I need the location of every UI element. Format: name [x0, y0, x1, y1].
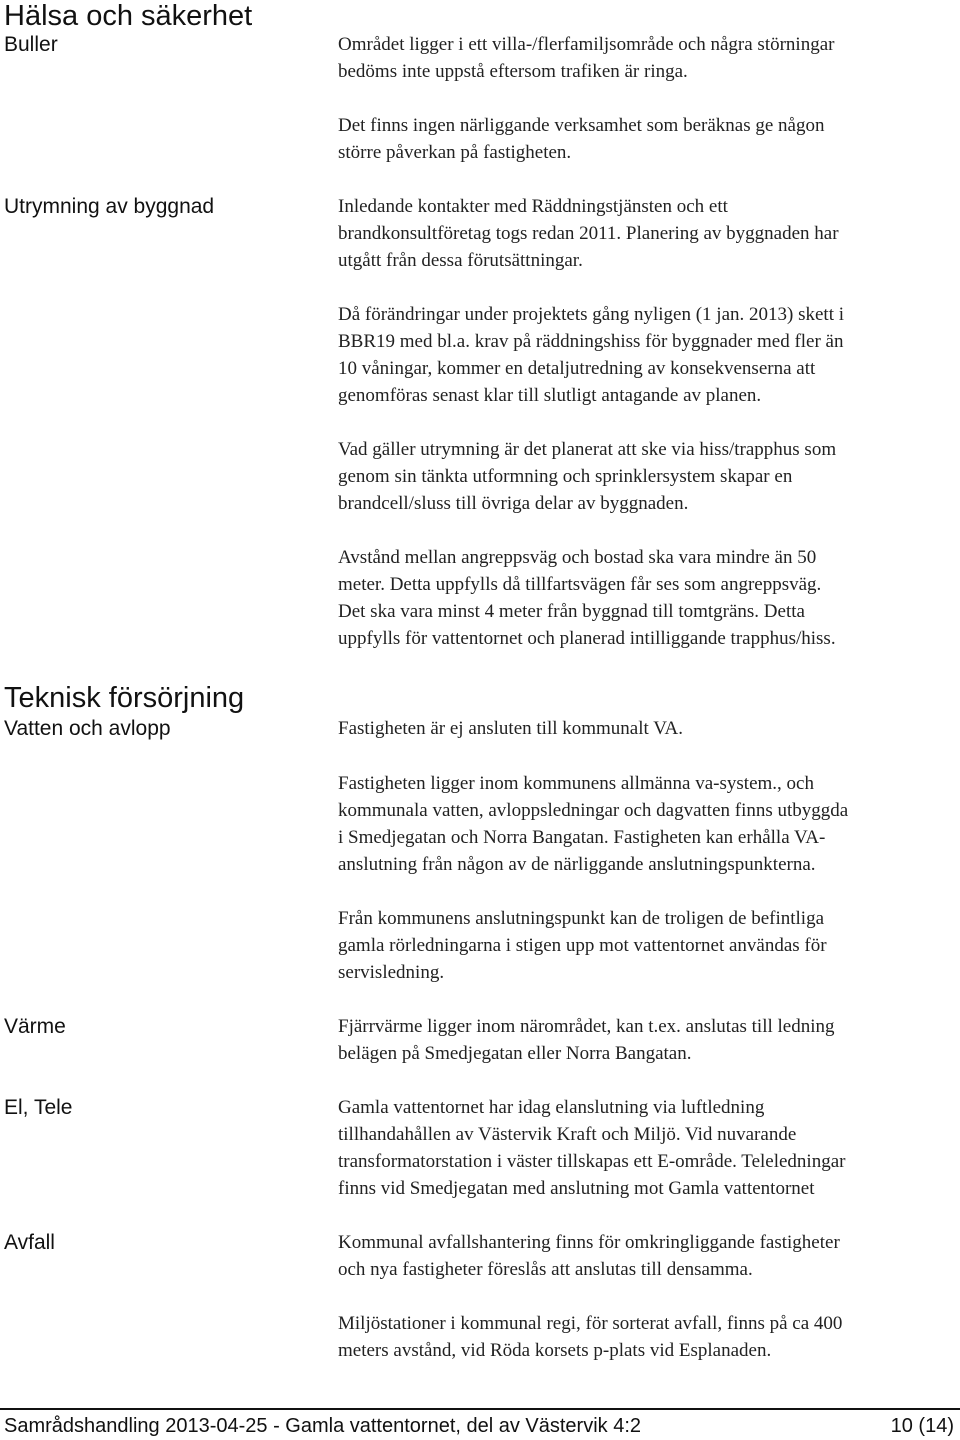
paragraph-avfallshantering — [338, 1229, 958, 1283]
text-line: Kommunal avfallshantering finns för omkringliggande fastigheter — [338, 1232, 840, 1253]
paragraph-anslutningspunkt — [338, 905, 958, 986]
text-line: brandcell/sluss till övriga delar av byggnaden. — [338, 493, 689, 514]
section-title-teknisk: Teknisk försörjning — [4, 682, 245, 714]
paragraph-buller — [338, 31, 958, 85]
text-line: anslutning från någon av de närliggande anslutningspunkterna. — [338, 854, 816, 875]
label-avfall: Avfall — [4, 1231, 55, 1254]
text-line: meter. Detta uppfylls då tillfartsvägen får ses som angreppsväg. — [338, 574, 822, 595]
text-line: kommunala vatten, avloppsledningar och dagvatten finns utbyggda — [338, 800, 849, 821]
paragraph-miljostationer — [338, 1310, 958, 1364]
text-line: Miljöstationer i kommunal regi, för sorterat avfall, finns på ca 400 — [338, 1313, 843, 1334]
text-line: Det finns ingen närliggande verksamhet som beräknas ge någon — [338, 115, 825, 136]
text-line: Då förändringar under projektets gång nyligen (1 jan. 2013) skett i — [338, 304, 844, 325]
text-line: belägen på Smedjegatan eller Norra Bangatan. — [338, 1043, 692, 1064]
paragraph-verksamhet — [338, 112, 958, 166]
text-line: Vad gäller utrymning är det planerat att ske via hiss/trapphus som — [338, 439, 837, 460]
text-line: Fjärrvärme ligger inom närområdet, kan t.ex. anslutas till ledning — [338, 1016, 835, 1037]
text-line: Avstånd mellan angreppsväg och bostad ska vara mindre än 50 — [338, 547, 817, 568]
text-line: brandkonsultföretag togs redan 2011. Planering av byggnaden har — [338, 223, 839, 244]
paragraph-fjarrvarme — [338, 1013, 958, 1067]
paragraph-raddningstjanst — [338, 193, 958, 274]
text-line: i Smedjegatan och Norra Bangatan. Fastigheten kan erhålla VA- — [338, 827, 826, 848]
text-line: bedöms inte uppstå eftersom trafiken är ringa. — [338, 61, 688, 82]
text-line: Det ska vara minst 4 meter från byggnad till tomtgräns. Detta — [338, 601, 805, 622]
text-line: gamla rörledningarna i stigen upp mot vattentornet användas för — [338, 935, 827, 956]
text-line: Från kommunens anslutningspunkt kan de troligen de befintliga — [338, 908, 825, 929]
label-vatten: Vatten och avlopp — [4, 717, 171, 740]
text-line: genom sin tänkta utformning och sprinklersystem skapar en — [338, 466, 793, 487]
footer-divider — [0, 1408, 960, 1410]
text-line: servisledning. — [338, 962, 445, 983]
label-varme: Värme — [4, 1015, 66, 1038]
text-line: transformatorstation i väster tillskapas ett E-område. Teleledningar — [338, 1151, 846, 1172]
text-line: utgått från dessa förutsättningar. — [338, 250, 583, 271]
text-line: Fastigheten är ej ansluten till kommunalt VA. — [338, 718, 683, 739]
section-title-halsa: Hälsa och säkerhet — [4, 0, 253, 32]
text-line: 10 våningar, kommer en detaljutredning av konsekvenserna att — [338, 358, 816, 379]
text-line: Gamla vattentornet har idag elanslutning via luftledning — [338, 1097, 765, 1118]
footer-document-title: Samrådshandling 2013-04-25 - Gamla vattentornet, del av Västervik 4:2 — [4, 1415, 642, 1437]
text-line: Området ligger i ett villa-/flerfamiljsområde och några störningar — [338, 34, 835, 55]
label-el-tele: El, Tele — [4, 1096, 73, 1119]
paragraph-bbr19 — [338, 301, 958, 409]
text-line: finns vid Smedjegatan med anslutning mot Gamla vattentornet — [338, 1178, 815, 1199]
label-utrymning: Utrymning av byggnad — [4, 195, 215, 218]
paragraph-utrymning — [338, 436, 958, 517]
paragraph-va-system — [338, 770, 958, 878]
text-line: BBR19 med bl.a. krav på räddningshiss för byggnader med fler än — [338, 331, 844, 352]
text-line: större påverkan på fastigheten. — [338, 142, 572, 163]
footer-page-number: 10 (14) — [890, 1415, 954, 1437]
paragraph-angreppsvag — [338, 544, 958, 652]
paragraph-el-tele — [338, 1094, 958, 1202]
paragraph-va-status — [338, 715, 958, 742]
text-line: tillhandahållen av Västervik Kraft och Miljö. Vid nuvarande — [338, 1124, 797, 1145]
label-buller: Buller — [4, 33, 58, 56]
text-line: och nya fastigheter föreslås att anslutas till densamma. — [338, 1259, 753, 1280]
text-line: meters avstånd, vid Röda korsets p-plats vid Esplanaden. — [338, 1340, 772, 1361]
text-line: Fastigheten ligger inom kommunens allmänna va-system., och — [338, 773, 814, 794]
text-line: Inledande kontakter med Räddningstjänsten och ett — [338, 196, 728, 217]
text-line: genomföras senast klar till slutligt antagande av planen. — [338, 385, 762, 406]
text-line: uppfylls för vattentornet och planerad intilliggande trapphus/hiss. — [338, 628, 836, 649]
